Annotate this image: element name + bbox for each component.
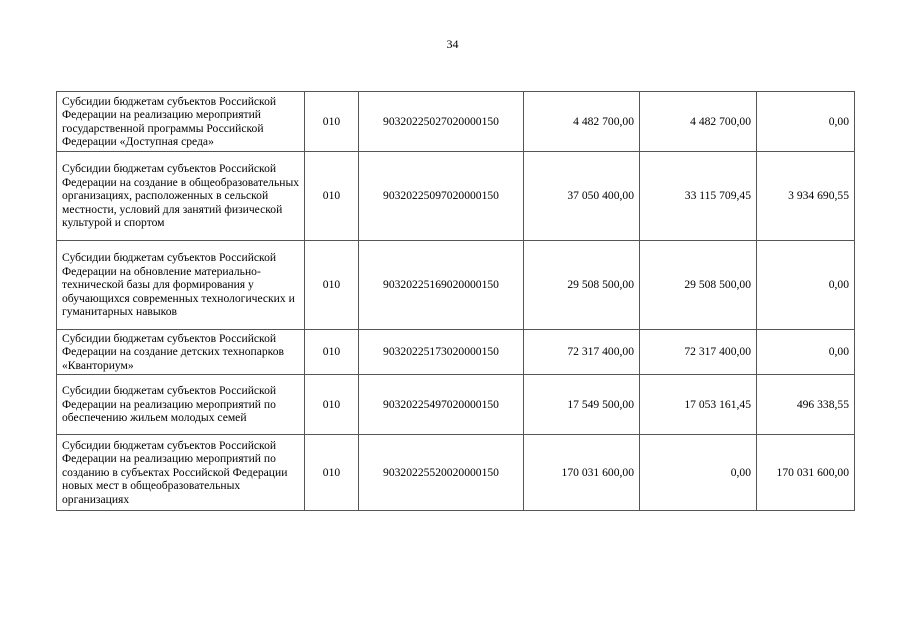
row-approved: 29 508 500,00 [524,241,640,330]
row-executed: 33 115 709,45 [640,152,757,241]
row-executed: 17 053 161,45 [640,375,757,435]
row-executed: 29 508 500,00 [640,241,757,330]
row-code: 010 [305,241,359,330]
table-row [57,152,855,241]
row-unexecuted: 0,00 [757,92,855,152]
row-code: 010 [305,330,359,375]
row-kbk: 90320225097020000150 [359,152,524,241]
row-kbk: 90320225497020000150 [359,375,524,435]
table-row [57,375,855,435]
row-approved: 37 050 400,00 [524,152,640,241]
row-unexecuted: 170 031 600,00 [757,435,855,511]
row-unexecuted: 3 934 690,55 [757,152,855,241]
row-name: Субсидии бюджетам субъектов Российской Федерации на обновление материально-технической базы для формирования у обучающихся современных технологических и гуманитарных навыков [57,241,305,330]
row-name: Субсидии бюджетам субъектов Российской Федерации на реализацию мероприятий государственной программы Российской Федерации «Доступная среда» [57,92,305,152]
row-kbk: 90320225169020000150 [359,241,524,330]
row-code: 010 [305,435,359,511]
table-row [57,330,855,375]
row-executed: 4 482 700,00 [640,92,757,152]
budget-table [56,91,855,511]
row-kbk: 90320225173020000150 [359,330,524,375]
row-code: 010 [305,92,359,152]
row-unexecuted: 0,00 [757,330,855,375]
table-row [57,92,855,152]
row-name: Субсидии бюджетам субъектов Российской Федерации на создание в общеобразовательных организациях, расположенных в сельской местности, условий для занятий физической культурой и спортом [57,152,305,241]
row-code: 010 [305,152,359,241]
row-executed: 72 317 400,00 [640,330,757,375]
table-row [57,241,855,330]
row-approved: 72 317 400,00 [524,330,640,375]
row-unexecuted: 496 338,55 [757,375,855,435]
row-name: Субсидии бюджетам субъектов Российской Федерации на создание детских технопарков «Кванториум» [57,330,305,375]
row-executed: 0,00 [640,435,757,511]
row-approved: 170 031 600,00 [524,435,640,511]
table-row [57,435,855,511]
row-approved: 4 482 700,00 [524,92,640,152]
page-number: 34 [446,37,459,51]
row-kbk: 90320225027020000150 [359,92,524,152]
row-kbk: 90320225520020000150 [359,435,524,511]
row-code: 010 [305,375,359,435]
row-name: Субсидии бюджетам субъектов Российской Федерации на реализацию мероприятий по созданию в субъектах Российской Федерации новых мест в общеобразовательных организациях [57,435,305,511]
row-name: Субсидии бюджетам субъектов Российской Федерации на реализацию мероприятий по обеспечению жильем молодых семей [57,375,305,435]
row-unexecuted: 0,00 [757,241,855,330]
row-approved: 17 549 500,00 [524,375,640,435]
